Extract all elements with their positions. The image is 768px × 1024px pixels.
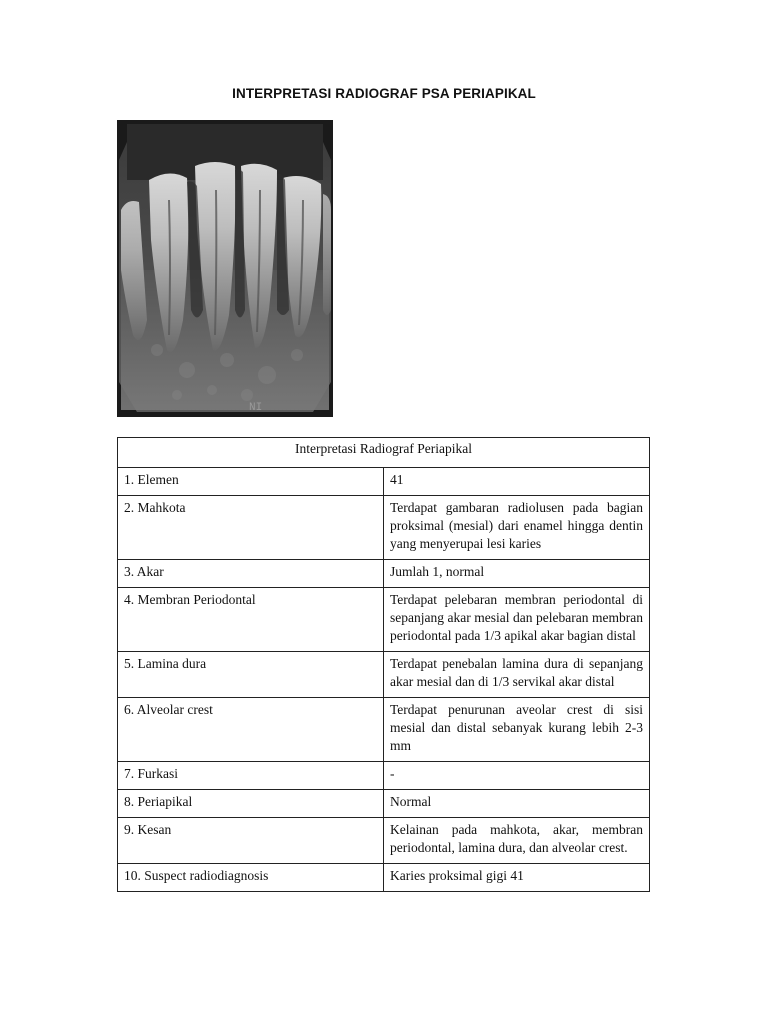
table-row [118,864,650,892]
row-label: 6. Alveolar crest [118,698,384,762]
table-row [118,588,650,652]
table-row [118,652,650,698]
row-label: 1. Elemen [118,468,384,496]
row-value: - [384,762,650,790]
row-label: 2. Mahkota [118,496,384,560]
row-label: 8. Periapikal [118,790,384,818]
row-label: 7. Furkasi [118,762,384,790]
row-value: 41 [384,468,650,496]
row-value: Kelainan pada mahkota, akar, membran periodontal, lamina dura, dan alveolar crest. [384,818,650,864]
row-value: Terdapat pelebaran membran periodontal di sepanjang akar mesial dan pelebaran membran periodontal pada 1/3 apikal akar bagian distal [384,588,650,652]
table-row [118,468,650,496]
table-header: Interpretasi Radiograf Periapikal [118,438,650,468]
row-label: 9. Kesan [118,818,384,864]
row-label: 3. Akar [118,560,384,588]
table-row [118,818,650,864]
film-mark-text: NI [249,402,263,414]
row-value: Terdapat penurunan aveolar crest di sisi mesial dan distal sebanyak kurang lebih 2-3 mm [384,698,650,762]
row-value: Jumlah 1, normal [384,560,650,588]
row-value: Terdapat penebalan lamina dura di sepanjang akar mesial dan di 1/3 servikal akar distal [384,652,650,698]
row-value: Terdapat gambaran radiolusen pada bagian proksimal (mesial) dari enamel hingga dentin yang menyerupai lesi karies [384,496,650,560]
table-header-row [118,438,650,468]
table-row [118,698,650,762]
interpretation-table [117,437,650,892]
document-title: INTERPRETASI RADIOGRAF PSA PERIAPIKAL [232,86,536,101]
table-row [118,762,650,790]
table-row [118,496,650,560]
periapical-radiograph-image [117,120,333,417]
table-row [118,560,650,588]
row-label: 4. Membran Periodontal [118,588,384,652]
row-value: Normal [384,790,650,818]
row-value: Karies proksimal gigi 41 [384,864,650,892]
table-row [118,790,650,818]
row-label: 5. Lamina dura [118,652,384,698]
row-label: 10. Suspect radiodiagnosis [118,864,384,892]
